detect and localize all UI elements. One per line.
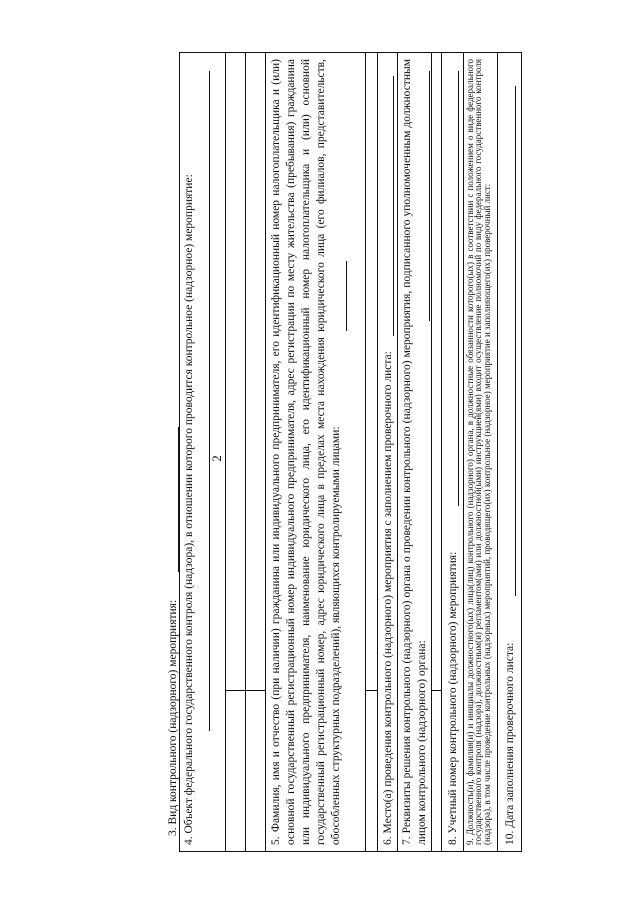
row-item-4-blank-1 (226, 53, 246, 851)
item-6-fill-line (393, 76, 394, 336)
item-5-text: 5. Фамилия, имя и отчество (при наличии) гражданина или индивидуального предпринимателя, его идентификационный номер налогоплательщика и (или) основной государственный регистрационный номер индивидуального предпринимателя, адрес регистрации по месту жительства (пребывания) гражданина или индивидуального предпринимателя, наименование юридического лица, его идентификационный номер налогоплательщика и (или) основной государственный регистрационный номер, адрес юридического лица в пределах места нахождения юридического лица (его филиалов, представительств, обособленных структурных подразделений), являющихся контролируемыми лицами: (270, 59, 342, 845)
row-item-5 (266, 53, 366, 851)
item-10-text: 10. Дата заполнения проверочного листа: (504, 642, 516, 845)
row-item-6 (378, 53, 398, 851)
row-item-8 (442, 53, 464, 851)
item-5-fill-line (346, 261, 347, 331)
row-item-5-blank (366, 53, 378, 851)
row-item-10 (498, 53, 523, 851)
row-item-7-blank (432, 53, 442, 851)
item-4-text: 4. Объект федерального государственного контроля (надзора), в отношении которого проводится контрольное (надзорное) мероприятие: (183, 174, 195, 845)
item-7-fill-line (429, 71, 430, 321)
page-number: 2 (208, 455, 224, 462)
item-3-label: 3. Вид контрольного (надзорного) мероприятия: (167, 599, 179, 836)
item-8-text: 8. Учетный номер контрольного (надзорного) мероприятия: (447, 551, 459, 845)
row-item-4-blank-2 (246, 53, 266, 851)
rotated-document-body (127, 42, 527, 862)
form-table (179, 52, 522, 852)
row-item-9 (464, 53, 498, 851)
blank-cell[interactable] (432, 53, 441, 691)
blank-cell[interactable] (246, 53, 265, 691)
row-item-7 (398, 53, 432, 851)
blank-cell[interactable] (366, 53, 377, 691)
row-item-4 (180, 53, 226, 851)
item-7-text: 7. Реквизиты решения контрольного (надзорного) органа о проведении контрольного (надзорного) мероприятия, подписанного уполномоченным должностным лицом контрольного (надзорного) органа: (401, 59, 428, 845)
item-6-text: 6. Место(а) проведения контрольного (надзорного) мероприятия с заполнением проверочного листа: (382, 351, 394, 845)
item-10-fill-line (515, 86, 516, 596)
item-9-text: 9. Должность(и), фамилия(и) и инициалы должностного(ых) лица(лиц) контрольного (надзорного) органа, в должностные обязанности которого(ых) в соответствии с положением о виде федерального государственного контроля (надзора), должностным(и) регламентом(ами) или должностной(ыми) инструкцией(ями) входит осуществление полномочий по виду федерального государственного контроля (надзора), в том числе проведение контрольных (надзорных) мероприятий, проводящего(их) контрольное (надзорное) мероприятие и заполняющего(их) проверочный лист: (465, 59, 492, 845)
blank-cell[interactable] (226, 53, 245, 691)
item-4-fill-line (209, 71, 210, 731)
item-8-fill-line (458, 71, 459, 506)
